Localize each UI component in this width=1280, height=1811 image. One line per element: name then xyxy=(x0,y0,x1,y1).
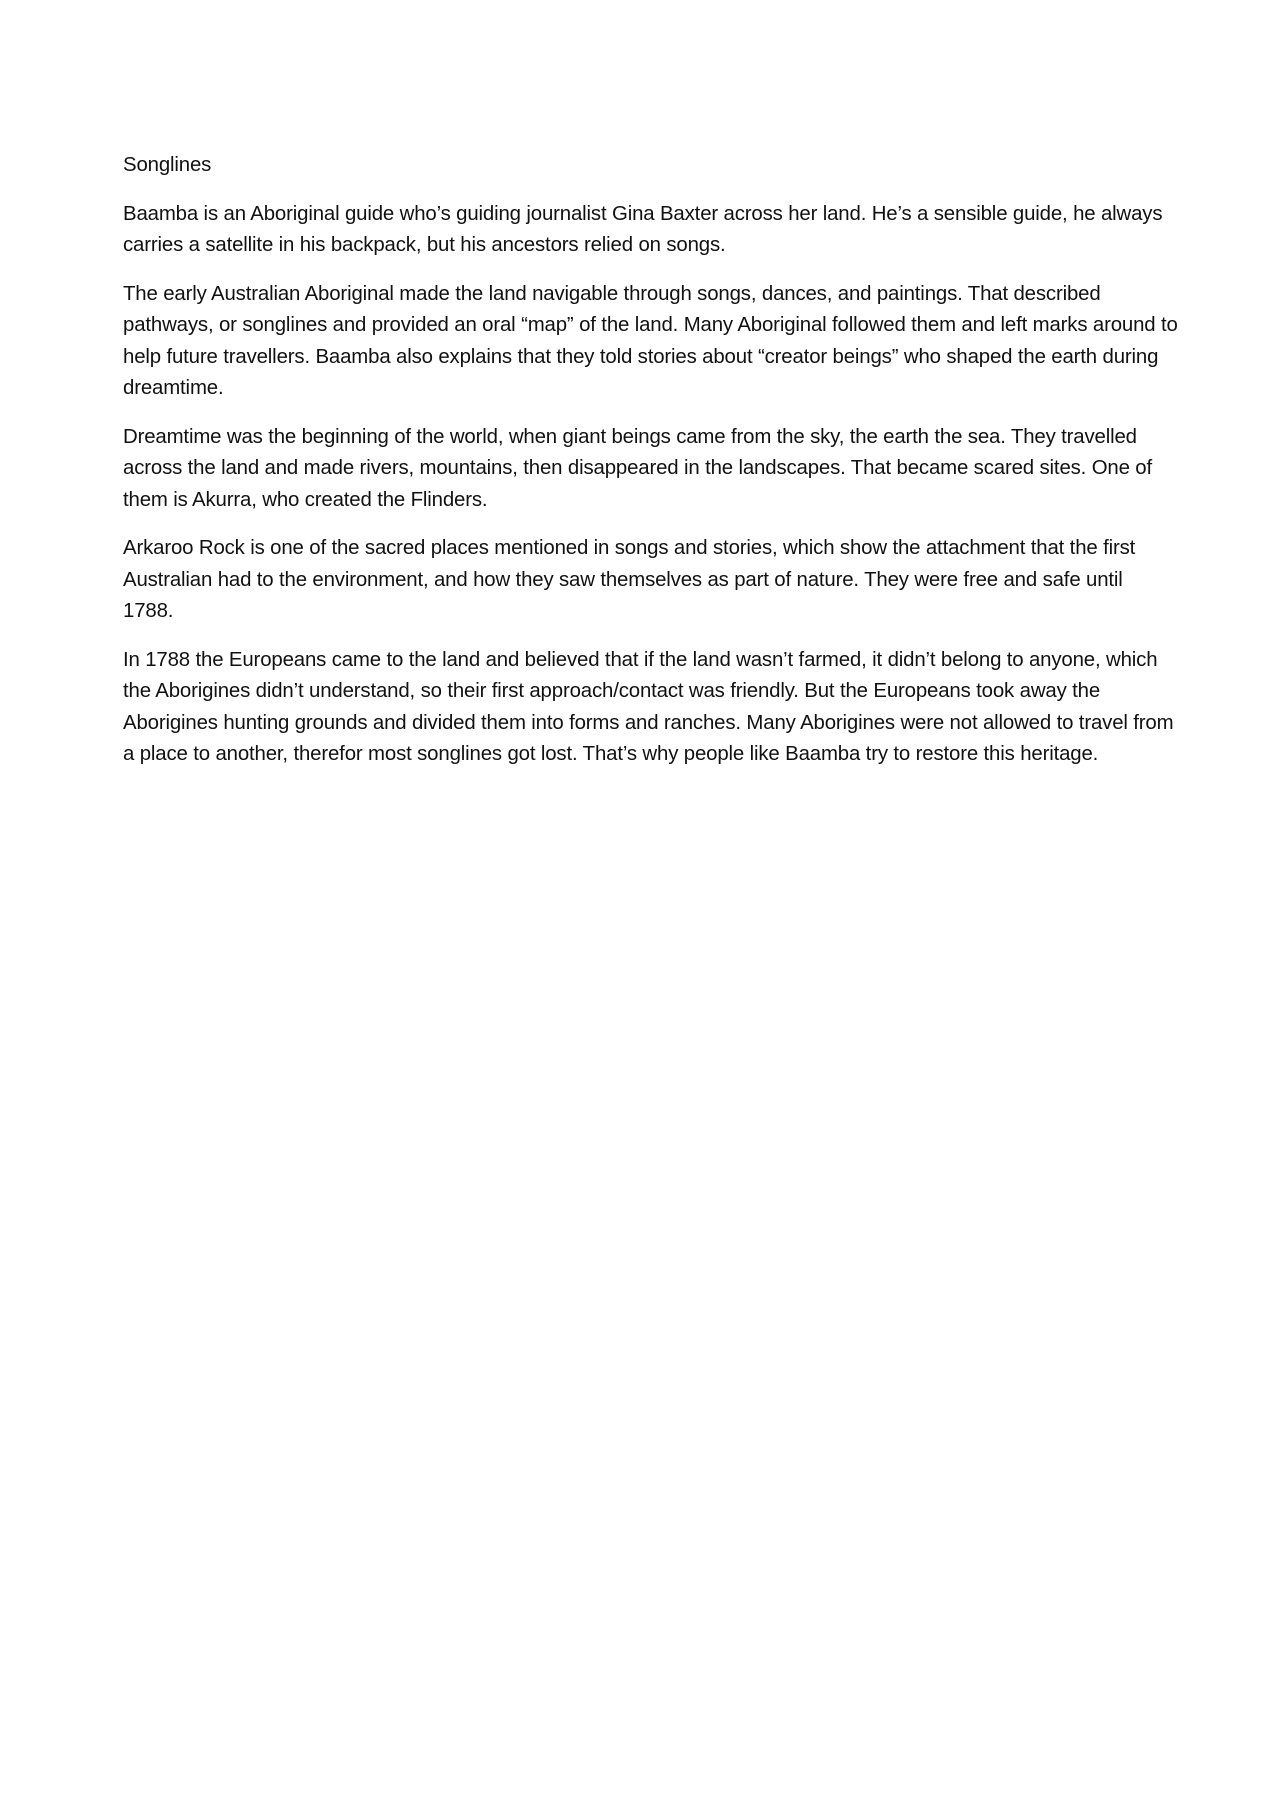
document-body xyxy=(123,150,1178,788)
paragraph-2: The early Australian Aboriginal made the land navigable through songs, dances, and paintings. That described pathways, or songlines and provided an oral “map” of the land. Many Aboriginal followed them and left marks around to help future travellers. Baamba also explains that they told stories about “creator beings” who shaped the earth during dreamtime. xyxy=(123,282,1178,399)
paragraph-4: Arkaroo Rock is one of the sacred places mentioned in songs and stories, which show the attachment that the first Australian had to the environment, and how they saw themselves as part of nature. They were free and safe until 1788. xyxy=(123,537,1136,622)
document-title: Songlines xyxy=(123,154,212,176)
paragraph-1: Baamba is an Aboriginal guide who’s guiding journalist Gina Baxter across her land. He’s a sensible guide, he always carries a satellite in his backpack, but his ancestors relied on songs. xyxy=(123,202,1163,256)
paragraph-3: Dreamtime was the beginning of the world, when giant beings came from the sky, the earth the sea. They travelled across the land and made rivers, mountains, then disappeared in the landscapes. That became scared sites. One of them is Akurra, who created the Flinders. xyxy=(123,425,1153,511)
paragraph-5: In 1788 the Europeans came to the land and believed that if the land wasn’t farmed, it didn’t belong to anyone, which the Aborigines didn’t understand, so their first approach/contact was friendly. But the Europeans took away the Aborigines hunting grounds and divided them into forms and ranches. Many Aborigines were not allowed to travel from a place to another, therefor most songlines got lost. That’s why people like Baamba try to restore this heritage. xyxy=(123,648,1174,765)
